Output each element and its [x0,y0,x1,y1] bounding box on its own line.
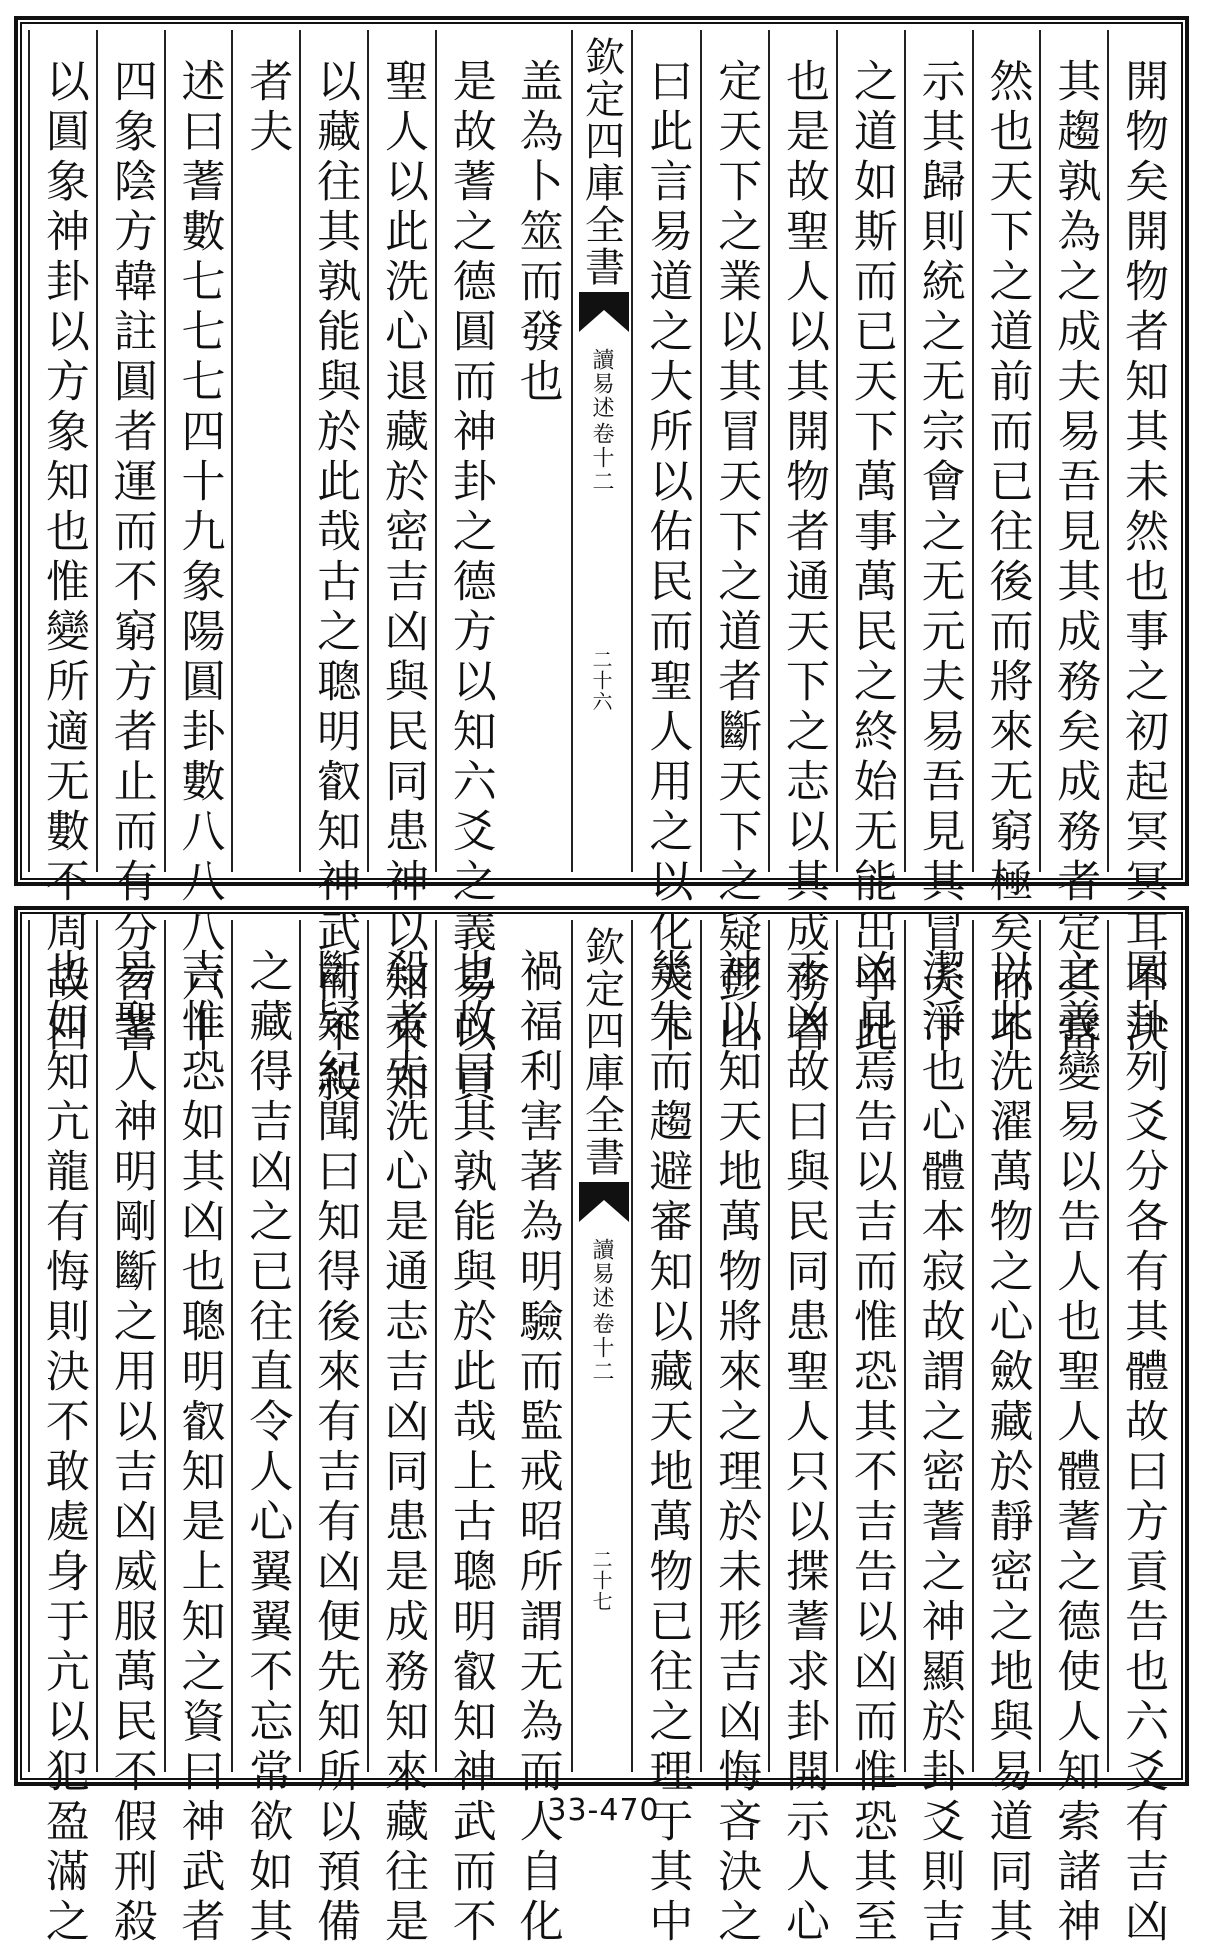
text-column [633,30,701,1058]
leaf-number: 二十七 [589,1549,613,1612]
column-text: 也如知亢龍有悔則決不敢處身于亢以犯盈滿之 [37,948,89,1948]
text-column [1107,30,1175,1058]
text-column [435,30,503,1108]
text-column [1039,30,1107,1058]
text-column [836,30,904,1058]
text-column [972,920,1040,1948]
book-title: 讀易述 [589,348,615,420]
text-column [28,920,96,1948]
text-column [299,920,367,1948]
text-column [972,30,1040,1058]
text-column [367,920,435,1948]
column-text: 定天下之業以其冒天下之道者斷天下之疑彭山 [710,58,762,1058]
text-column [231,920,299,1948]
text-column [164,920,232,1948]
text-column [96,920,164,1948]
column-text: 以藏往其孰能與於此哉古之聰明叡知神武而不殺 [309,58,361,1108]
column-text: 是故蓍之德圓而神卦之德方以知六爻之義易以貢 [444,58,496,1108]
column-text: 易聖人神明剛斷之用以吉凶威服萬民不假刑殺 [105,948,157,1948]
column-text: 也故曰其孰能與於此哉上古聰明叡知神武而不 [444,948,496,1948]
collection-title: 欽定四庫全書 [578,926,625,1178]
column-text: 斷疑紀聞曰知得後來有吉有凶便先知所以預備 [309,948,361,1948]
center-gutter [571,920,633,1772]
column-text: 之藏得吉凶之已往直令人心翼翼不忘常欲如其 [241,948,293,1948]
text-column [96,30,164,1058]
column-text: 以此洗濯萬物之心斂藏於靜密之地與易道同其 [981,948,1033,1948]
column-text: 之義變易以告人也聖人體蓍之德使人知索諸神 [1049,948,1101,1948]
text-column [700,30,768,1058]
column-text: 四象陰方韓註圓者運而不窮方者止而有分言蓍 [105,58,157,1058]
leaf-number: 二十六 [589,649,613,712]
text-column [1107,920,1175,1948]
column-text: 吉惟恐如其凶也聰明叡知是上知之資曰神武者 [173,948,225,1948]
text-column [503,920,571,1948]
column-text: 然也天下之道前而已往後而將來无窮極矣而不 [981,58,1033,1058]
book-volume-label [590,1238,613,1384]
column-text: 殺者夫洗心是通志吉凶同患是成務知來藏往是 [376,948,428,1948]
column-text: 聖人以此洗心退藏於密吉凶與民同患神以知來知 [376,58,428,1108]
top-page-panel [14,16,1189,1108]
column-text: 潔淨也心體本寂故謂之密蓍之神顯於卦爻則吉 [913,948,965,1948]
fishtail-ornament [579,292,629,332]
column-text: 開物矣開物者知其未然也事之初起冥冥耳不決 [1117,58,1169,1058]
text-column [367,30,435,1108]
text-column [836,920,904,1948]
column-text: 圓卦列爻分各有其體故曰方貢告也六爻有吉凶 [1117,948,1169,1948]
text-column [164,30,232,1058]
text-column [231,30,299,872]
column-text: 盖為卜筮而發也 [511,58,563,408]
text-column [768,920,836,1948]
book-title: 讀易述 [589,1238,615,1310]
column-text: 述曰蓍數七七七四十九象陽圓卦數八八八六十 [173,58,225,1058]
text-column [435,920,503,1948]
text-column [1039,920,1107,1948]
text-column [904,30,972,1058]
top-page-columns [28,30,1175,1108]
volume-number: 卷十二 [589,1312,615,1384]
text-column [904,920,972,1948]
text-column [299,30,367,1108]
column-text: 幾先而趨避審知以藏天地萬物已往之理于其中 [641,948,693,1948]
column-text: 禍福利害著為明驗而監戒昭所謂无為而人自化 [511,948,563,1948]
column-text: 之道如斯而已天下萬事萬民之終始无能出乎此 [845,58,897,1058]
text-column [700,920,768,1948]
column-text: 曰此言易道之大所以佑民而聖人用之以化天下 [641,58,693,1058]
column-text: 于凶故曰與民同患聖人只以揲蓍求卦開示人心 [778,948,830,1948]
book-volume-label [590,348,613,494]
text-column [633,920,701,1948]
collection-title: 欽定四庫全書 [578,36,625,288]
text-column [503,30,571,872]
fishtail-ornament [579,1182,629,1222]
column-text: 者夫 [241,58,293,158]
column-text: 神以知天地萬物將來之理於未形吉凶悔吝決之 [710,948,762,1948]
column-text: 示其歸則統之无宗會之无元夫易吾見其冒天下 [913,58,965,1058]
center-gutter [571,30,633,872]
page-number: 33-470 [547,1793,660,1828]
column-text: 其趨孰為之成夫易吾見其成務矣成務者定其當 [1049,58,1101,1058]
text-column [28,30,96,1058]
column-text: 凶見焉告以吉而惟恐其不吉告以凶而惟恐其至 [845,948,897,1948]
volume-number: 卷十二 [589,422,615,494]
text-column [768,30,836,1058]
column-text: 也是故聖人以其開物者通天下之志以其成務者 [778,58,830,1058]
column-text: 以圓象神卦以方象知也惟變所適无數不周故曰 [37,58,89,1058]
